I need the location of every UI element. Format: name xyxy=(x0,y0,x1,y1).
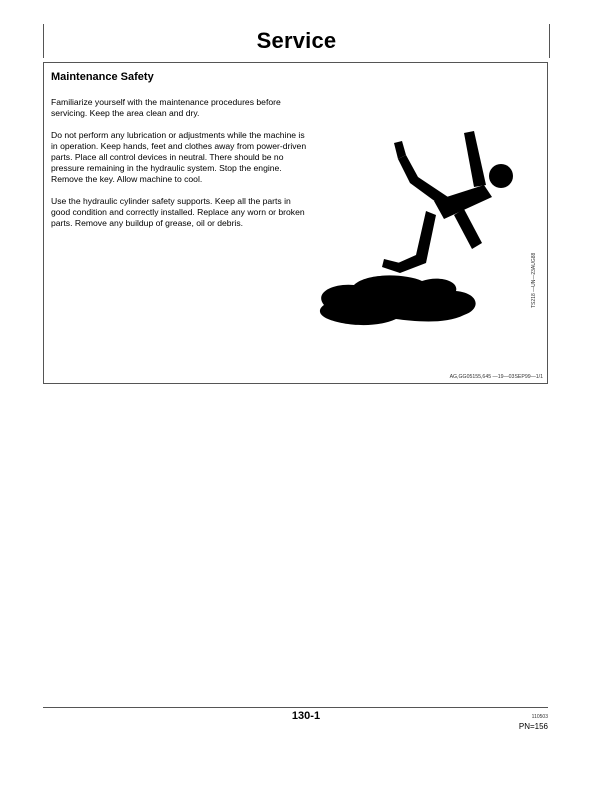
figure-code: TS218 —UN—23AUG88 xyxy=(531,252,537,308)
paragraph-2: Do not perform any lubrication or adjustments while the machine is in operation. Keep hands, feet and clothes away from power-driven parts. Place all control devices in neutral. There should be no pressure remaining in the hydraulic system. Stop the engine. Remove the key. Allow machine to cool. xyxy=(51,130,307,184)
page-number: 130-1 xyxy=(291,710,321,722)
reference-code: AG,GG05155,645 —19—03SEP99—1/1 xyxy=(449,374,543,380)
footer-divider xyxy=(43,707,548,708)
section-title: Maintenance Safety xyxy=(51,71,154,83)
page-title: Service xyxy=(256,28,337,53)
paragraph-1: Familiarize yourself with the maintenance procedures before servicing. Keep the area clean and dry. xyxy=(51,97,281,118)
maintenance-safety-section xyxy=(43,62,548,384)
page-header xyxy=(43,24,550,58)
slipping-person-icon xyxy=(314,123,524,333)
section-body xyxy=(51,97,307,240)
date-code: 110503 xyxy=(531,714,548,720)
pn-code: PN=156 xyxy=(518,722,548,731)
paragraph-3: Use the hydraulic cylinder safety supports. Keep all the parts in good condition and correctly installed. Replace any worn or broken parts. Remove any buildup of grease, oil or debris. xyxy=(51,196,305,228)
